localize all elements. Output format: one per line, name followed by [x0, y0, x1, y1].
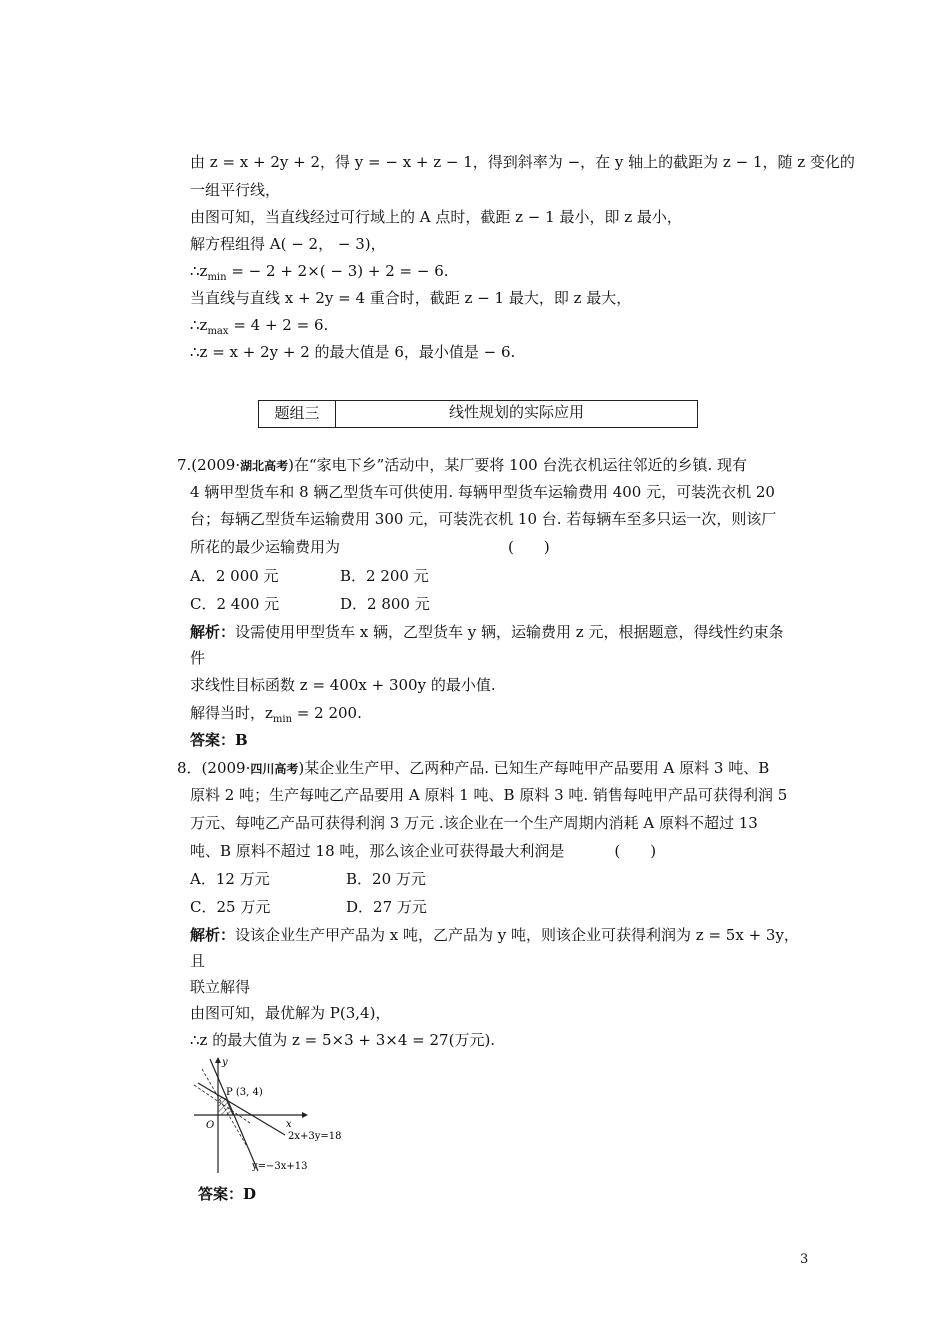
origin-label: O: [206, 1120, 215, 1131]
solution-line-4: 解方程组得 A( − 2， − 3)，: [190, 235, 386, 253]
q8-options-row-2: [190, 897, 427, 917]
solution-line-1: 由 z = x + 2y + 2，得 y = − x + z − 1，得到斜率为 −，在 y 轴上的截距为 z − 1，随 z 变化的: [190, 153, 855, 171]
q7-analysis-4: 解得当时，$z_{min} = 2$ 200.: [190, 704, 362, 725]
q8-source: 四川高考: [250, 762, 299, 776]
solution-line-3: 由图可知，当直线经过可行域上的 A 点时，截距 z − 1 最小，即 z 最小，: [190, 208, 682, 226]
q7-analysis-2: 件: [190, 649, 206, 667]
q7-line-3: 台；每辆乙型货车运输费用 300 元，可装洗衣机 10 台. 若每辆车至多只运一次，则该厂: [190, 510, 777, 528]
y-axis-label: y: [222, 1057, 228, 1068]
q7-option-d: D．2 800 元: [340, 595, 430, 613]
point-p-label: P (3, 4): [226, 1087, 263, 1098]
q7-line-4: 所花的最少运输费用为 ( ): [190, 538, 550, 556]
q7-options-row-1: [190, 566, 429, 586]
q8-analysis-1: 解析：设该企业生产甲产品为 x 吨，乙产品为 y 吨，则该企业可获得利润为 z = 5x + 3y，: [190, 926, 799, 944]
q7-source: 湖北高考: [240, 459, 289, 473]
q8-line-2: 原料 2 吨；生产每吨乙产品要用 A 原料 1 吨、B 原料 3 吨. 销售每吨甲产品可获得利润 5: [190, 786, 788, 804]
y-axis-arrow-icon: [215, 1057, 221, 1063]
section-header-table: [258, 400, 698, 428]
q7-line-2: 4 辆甲型货车和 8 辆乙型货车可供使用. 每辆甲型货车运输费用 400 元，可装洗衣机 20: [190, 483, 775, 501]
q8-analysis-4: 由图可知，最优解为 P(3,4)，: [190, 1004, 391, 1022]
solution-line-5: $\therefore z_{min}$ = − 2 + 2×( − 3) + 2 = − 6.: [190, 262, 449, 283]
q7-option-c: C．2 400 元: [190, 595, 280, 613]
q8-option-b: B．20 万元: [346, 870, 426, 888]
q8-analysis-3: 联立解得: [190, 978, 251, 996]
q8-line-3: 万元、每吨乙产品可获得利润 3 万元 .该企业在一个生产周期内消耗 A 原料不超过 13: [190, 814, 758, 832]
q7-answer-bracket: ( ): [508, 538, 550, 556]
q8-analysis-5: ∴z 的最大值为 z = 5×3 + 3×4 = 27(万元).: [190, 1031, 496, 1049]
q8-line-4: 吨、B 原料不超过 18 吨，那么该企业可获得最大利润是 ( ): [190, 842, 657, 860]
q8-answer: 答案：D: [198, 1185, 257, 1203]
page-number: 3: [800, 1252, 809, 1267]
section-label: 题组三: [259, 401, 336, 427]
line1-label: 2x+3y=18: [288, 1131, 342, 1142]
q7-option-a: A．2 000 元: [190, 567, 279, 585]
q8-answer-bracket: ( ): [614, 842, 657, 860]
solution-line-7: $\therefore z_{max} = 4 + 2 = 6$.: [190, 316, 329, 337]
q7-analysis-1: 解析：设需使用甲型货车 x 辆，乙型货车 y 辆，运输费用 z 元，根据题意，得线性约束条: [190, 623, 784, 641]
q7-line-1: 7.(2009·湖北高考)在“家电下乡”活动中，某厂要将 100 台洗衣机运往邻近的乡镇. 现有: [177, 456, 748, 474]
x-axis-arrow-icon: [302, 1112, 308, 1118]
solution-line-8: ∴z = x + 2y + 2 的最大值是 6，最小值是 − 6.: [190, 343, 516, 361]
q8-line-1: 8．(2009·四川高考)某企业生产甲、乙两种产品. 已知生产每吨甲产品要用 A 原料 3 吨、B: [177, 759, 770, 777]
q8-option-c: C．25 万元: [190, 898, 271, 916]
q7-options-row-2: [190, 594, 430, 614]
q7-analysis-3: 求线性目标函数 z = 400x + 300y 的最小值.: [190, 676, 496, 694]
q8-analysis-2: 且: [190, 952, 206, 970]
q7-answer: 答案：B: [190, 731, 248, 749]
q7-option-b: B．2 200 元: [340, 567, 429, 585]
x-axis-label: x: [286, 1119, 292, 1130]
q8-options-row-1: [190, 869, 426, 889]
line2-label: y=−3x+13: [252, 1161, 308, 1172]
feasible-region-graph: [190, 1055, 360, 1175]
q8-option-a: A．12 万元: [190, 870, 270, 888]
section-title: 线性规划的实际应用: [448, 403, 584, 421]
solution-line-2: 一组平行线，: [190, 181, 281, 199]
feasible-region: [218, 1095, 233, 1115]
solution-line-6: 当直线与直线 x + 2y = 4 重合时，截距 z − 1 最大，即 z 最大，: [190, 289, 632, 307]
q8-option-d: D．27 万元: [346, 898, 427, 916]
